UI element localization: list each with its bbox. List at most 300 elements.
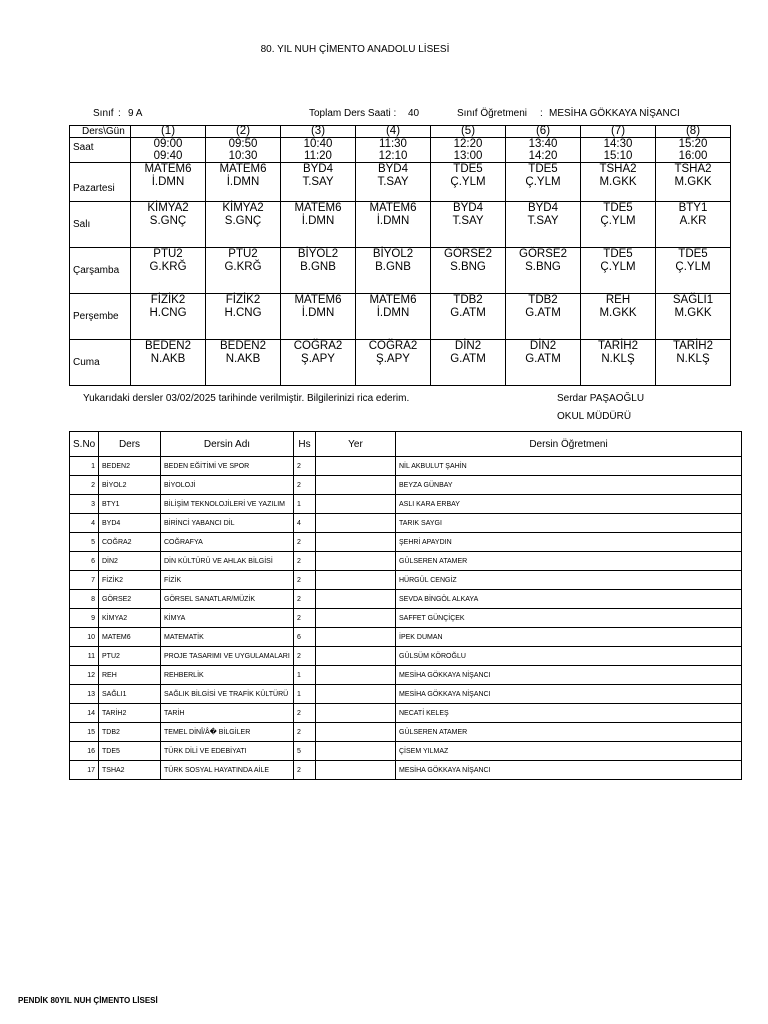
lesson-code: COĞRA2 xyxy=(368,340,418,352)
lesson-cell xyxy=(581,163,656,202)
course-list-table xyxy=(69,431,742,780)
lesson-cell xyxy=(281,202,356,248)
course-code: TARİH2 xyxy=(99,704,161,723)
period-end: 10:30 xyxy=(228,150,258,162)
day-row xyxy=(70,163,731,202)
course-hours: 2 xyxy=(294,761,316,780)
course-place xyxy=(316,704,396,723)
header-name: Dersin Adı xyxy=(161,432,294,457)
header-hours: Hs xyxy=(294,432,316,457)
course-row xyxy=(70,571,742,590)
course-code: GÖRSE2 xyxy=(99,590,161,609)
day-row xyxy=(70,202,731,248)
lesson-teacher: İ.DMN xyxy=(376,307,410,319)
lesson-cell xyxy=(131,294,206,340)
course-code: SAĞLI1 xyxy=(99,685,161,704)
course-code: FİZİK2 xyxy=(99,571,161,590)
course-place xyxy=(316,723,396,742)
course-row xyxy=(70,742,742,761)
course-hours: 1 xyxy=(294,685,316,704)
lesson-teacher: İ.DMN xyxy=(226,176,260,188)
course-place xyxy=(316,590,396,609)
lesson-code: DİN2 xyxy=(454,340,482,352)
class-teacher-label: Sınıf Öğretmeni xyxy=(457,108,528,119)
period-number-row xyxy=(70,126,731,138)
course-hours: 5 xyxy=(294,742,316,761)
lesson-code: KİMYA2 xyxy=(147,202,189,214)
period-end: 14:20 xyxy=(528,150,558,162)
lesson-code: BTY1 xyxy=(678,202,708,214)
lesson-code: BYD4 xyxy=(302,163,334,175)
header-sno: S.No xyxy=(70,432,99,457)
lesson-code: DİN2 xyxy=(529,340,557,352)
lesson-teacher: Ç.YLM xyxy=(600,215,636,227)
course-code: DİN2 xyxy=(99,552,161,571)
lesson-cell xyxy=(206,248,281,294)
course-sno: 8 xyxy=(70,590,99,609)
course-code: MATEM6 xyxy=(99,628,161,647)
lesson-code: TSHA2 xyxy=(599,163,637,175)
lesson-code: MATEM6 xyxy=(369,202,417,214)
course-sno: 17 xyxy=(70,761,99,780)
lesson-teacher: G.ATM xyxy=(525,307,561,319)
lesson-cell xyxy=(506,248,581,294)
lesson-code: TDE5 xyxy=(528,163,558,175)
lesson-cell xyxy=(581,294,656,340)
lesson-cell xyxy=(656,294,731,340)
course-name: BİRİNCİ YABANCI DİL xyxy=(161,514,294,533)
period-start: 10:40 xyxy=(303,138,333,150)
lesson-cell xyxy=(206,202,281,248)
course-name: MATEMATİK xyxy=(161,628,294,647)
course-table-header xyxy=(70,432,742,457)
course-teacher: BEYZA GÜNBAY xyxy=(396,476,742,495)
course-place xyxy=(316,742,396,761)
course-name: BİLİŞİM TEKNOLOJİLERİ VE YAZILIM xyxy=(161,495,294,514)
course-name: COĞRAFYA xyxy=(161,533,294,552)
course-place xyxy=(316,571,396,590)
day-name: Salı xyxy=(70,202,131,248)
day-name: Cuma xyxy=(70,340,131,386)
course-sno: 1 xyxy=(70,457,99,476)
lesson-cell xyxy=(281,340,356,386)
lesson-code: MATEM6 xyxy=(369,294,417,306)
lesson-teacher: T.SAY xyxy=(527,215,559,227)
period-number: (8) xyxy=(656,126,731,138)
course-code: BEDEN2 xyxy=(99,457,161,476)
lesson-cell xyxy=(656,163,731,202)
lesson-cell xyxy=(431,202,506,248)
period-start: 15:20 xyxy=(678,138,708,150)
lesson-teacher: T.SAY xyxy=(302,176,334,188)
lesson-teacher: N.KLŞ xyxy=(601,353,635,365)
lesson-cell xyxy=(431,248,506,294)
header-teacher: Dersin Öğretmeni xyxy=(396,432,742,457)
course-row xyxy=(70,476,742,495)
course-row xyxy=(70,685,742,704)
lesson-cell xyxy=(431,340,506,386)
lesson-cell xyxy=(656,340,731,386)
period-number: (4) xyxy=(356,126,431,138)
course-name: TÜRK DİLİ VE EDEBİYATI xyxy=(161,742,294,761)
total-hours-value: 40 xyxy=(408,108,420,119)
course-teacher: MESİHA GÖKKAYA NİŞANCI xyxy=(396,761,742,780)
period-time-row xyxy=(70,138,731,163)
lesson-cell xyxy=(131,202,206,248)
course-name: PROJE TASARIMI VE UYGULAMALARI xyxy=(161,647,294,666)
course-sno: 12 xyxy=(70,666,99,685)
lesson-cell xyxy=(356,163,431,202)
course-code: TSHA2 xyxy=(99,761,161,780)
course-place xyxy=(316,495,396,514)
course-code: PTU2 xyxy=(99,647,161,666)
period-time xyxy=(431,138,506,163)
course-row xyxy=(70,590,742,609)
course-name: BEDEN EĞİTİMİ VE SPOR xyxy=(161,457,294,476)
course-sno: 3 xyxy=(70,495,99,514)
lesson-teacher: Ç.YLM xyxy=(600,261,636,273)
course-teacher: NECATİ KELEŞ xyxy=(396,704,742,723)
period-number: (3) xyxy=(281,126,356,138)
lesson-teacher: A.KR xyxy=(679,215,707,227)
lesson-cell xyxy=(431,294,506,340)
lesson-cell xyxy=(431,163,506,202)
period-number: (6) xyxy=(506,126,581,138)
course-sno: 6 xyxy=(70,552,99,571)
footer-school-name: PENDİK 80YIL NUH ÇİMENTO LİSESİ xyxy=(18,996,158,1005)
course-code: REH xyxy=(99,666,161,685)
day-name: Çarşamba xyxy=(70,248,131,294)
time-row-label: Saat xyxy=(70,138,131,163)
lesson-teacher: T.SAY xyxy=(452,215,484,227)
lesson-teacher: Ç.YLM xyxy=(525,176,561,188)
lesson-code: MATEM6 xyxy=(294,202,342,214)
lesson-teacher: N.KLŞ xyxy=(676,353,710,365)
period-end: 16:00 xyxy=(678,150,708,162)
lesson-code: SAĞLI1 xyxy=(672,294,714,306)
lesson-teacher: S.GNÇ xyxy=(149,215,187,227)
header-code: Ders xyxy=(99,432,161,457)
lesson-code: BYD4 xyxy=(377,163,409,175)
weekly-schedule-table xyxy=(69,125,731,386)
course-name: DİN KÜLTÜRÜ VE AHLAK BİLGİSİ xyxy=(161,552,294,571)
lesson-cell xyxy=(581,248,656,294)
course-row xyxy=(70,666,742,685)
period-number: (2) xyxy=(206,126,281,138)
course-place xyxy=(316,552,396,571)
course-name: GÖRSEL SANATLAR/MÜZİK xyxy=(161,590,294,609)
course-sno: 15 xyxy=(70,723,99,742)
period-start: 14:30 xyxy=(603,138,633,150)
course-code: COĞRA2 xyxy=(99,533,161,552)
course-sno: 14 xyxy=(70,704,99,723)
course-row xyxy=(70,647,742,666)
lesson-cell xyxy=(356,340,431,386)
course-code: BYD4 xyxy=(99,514,161,533)
period-time xyxy=(131,138,206,163)
course-row xyxy=(70,533,742,552)
lesson-teacher: M.GKK xyxy=(674,176,712,188)
course-row xyxy=(70,704,742,723)
course-sno: 7 xyxy=(70,571,99,590)
course-code: BTY1 xyxy=(99,495,161,514)
class-teacher-value: MESİHA GÖKKAYA NİŞANCI xyxy=(549,108,680,119)
lesson-code: BİYOL2 xyxy=(372,248,414,260)
lesson-teacher: İ.DMN xyxy=(151,176,185,188)
lesson-code: BYD4 xyxy=(527,202,559,214)
course-name: BİYOLOJİ xyxy=(161,476,294,495)
lesson-code: TDE5 xyxy=(678,248,708,260)
day-row xyxy=(70,294,731,340)
class-info-row xyxy=(0,108,768,122)
course-sno: 13 xyxy=(70,685,99,704)
period-end: 13:00 xyxy=(453,150,483,162)
course-teacher: GÜLSEREN ATAMER xyxy=(396,552,742,571)
lesson-teacher: Ç.YLM xyxy=(675,261,711,273)
course-hours: 2 xyxy=(294,571,316,590)
lesson-teacher: Ş.APY xyxy=(376,353,410,365)
lesson-teacher: B.GNB xyxy=(300,261,336,273)
course-teacher: NİL AKBULUT ŞAHİN xyxy=(396,457,742,476)
period-start: 12:20 xyxy=(453,138,483,150)
lesson-code: BEDEN2 xyxy=(219,340,267,352)
period-time xyxy=(206,138,281,163)
course-place xyxy=(316,476,396,495)
course-hours: 2 xyxy=(294,476,316,495)
course-hours: 2 xyxy=(294,647,316,666)
course-hours: 2 xyxy=(294,723,316,742)
lesson-cell xyxy=(131,340,206,386)
course-sno: 11 xyxy=(70,647,99,666)
course-name: KİMYA xyxy=(161,609,294,628)
lesson-teacher: G.ATM xyxy=(525,353,561,365)
period-time xyxy=(506,138,581,163)
course-sno: 5 xyxy=(70,533,99,552)
lesson-code: COĞRA2 xyxy=(293,340,343,352)
course-hours: 2 xyxy=(294,533,316,552)
period-end: 12:10 xyxy=(378,150,408,162)
lesson-teacher: M.GKK xyxy=(599,307,637,319)
lesson-code: TARİH2 xyxy=(597,340,639,352)
course-place xyxy=(316,647,396,666)
course-code: BİYOL2 xyxy=(99,476,161,495)
lesson-cell xyxy=(506,202,581,248)
lesson-teacher: T.SAY xyxy=(377,176,409,188)
course-teacher: GÜLSÜM KÖROĞLU xyxy=(396,647,742,666)
lesson-cell xyxy=(506,294,581,340)
course-sno: 16 xyxy=(70,742,99,761)
lesson-teacher: N.AKB xyxy=(225,353,261,365)
course-name: TEMEL DİNÎ/Â� BİLGİLER xyxy=(161,723,294,742)
course-sno: 4 xyxy=(70,514,99,533)
period-end: 11:20 xyxy=(304,150,332,162)
course-hours: 2 xyxy=(294,590,316,609)
lesson-code: BEDEN2 xyxy=(144,340,192,352)
class-value: 9 A xyxy=(128,108,143,119)
lesson-code: REH xyxy=(605,294,631,306)
course-name: FİZİK xyxy=(161,571,294,590)
period-start: 09:00 xyxy=(153,138,183,150)
lesson-cell xyxy=(506,163,581,202)
schedule-note: Yukarıdaki dersler 03/02/2025 tarihinde verilmiştir. Bilgilerinizi rica ederim. xyxy=(83,393,410,404)
course-teacher: SEVDA BİNGÖL ALKAYA xyxy=(396,590,742,609)
course-row xyxy=(70,609,742,628)
course-hours: 6 xyxy=(294,628,316,647)
class-separator: : xyxy=(118,108,121,119)
lesson-code: PTU2 xyxy=(153,248,183,260)
lesson-cell xyxy=(206,340,281,386)
lesson-code: TDE5 xyxy=(603,248,633,260)
day-name: Pazartesi xyxy=(70,163,131,202)
course-teacher: TARIK SAYGI xyxy=(396,514,742,533)
course-teacher: MESİHA GÖKKAYA NİŞANCI xyxy=(396,685,742,704)
course-sno: 2 xyxy=(70,476,99,495)
lesson-teacher: G.KRĞ xyxy=(224,261,262,273)
lesson-teacher: S.GNÇ xyxy=(224,215,262,227)
lesson-code: TDE5 xyxy=(453,163,483,175)
course-row xyxy=(70,552,742,571)
lesson-teacher: Ç.YLM xyxy=(450,176,486,188)
class-label: Sınıf xyxy=(93,108,114,119)
course-teacher: ASLI KARA ERBAY xyxy=(396,495,742,514)
lesson-cell xyxy=(581,340,656,386)
lesson-cell xyxy=(131,248,206,294)
course-hours: 2 xyxy=(294,552,316,571)
lesson-cell xyxy=(131,163,206,202)
course-row xyxy=(70,628,742,647)
course-code: KİMYA2 xyxy=(99,609,161,628)
lesson-cell xyxy=(356,202,431,248)
lesson-code: KİMYA2 xyxy=(222,202,264,214)
lesson-code: TDB2 xyxy=(453,294,483,306)
period-start: 13:40 xyxy=(528,138,558,150)
lesson-cell xyxy=(656,248,731,294)
lesson-cell xyxy=(506,340,581,386)
school-title: 80. YIL NUH ÇİMENTO ANADOLU LİSESİ xyxy=(260,44,450,55)
course-teacher: GÜLSEREN ATAMER xyxy=(396,723,742,742)
period-time xyxy=(356,138,431,163)
principal-title: OKUL MÜDÜRÜ xyxy=(557,411,632,422)
course-hours: 2 xyxy=(294,457,316,476)
course-place xyxy=(316,514,396,533)
lesson-teacher: İ.DMN xyxy=(301,307,335,319)
lesson-code: MATEM6 xyxy=(219,163,267,175)
period-start: 11:30 xyxy=(379,138,407,150)
period-time xyxy=(581,138,656,163)
course-hours: 2 xyxy=(294,704,316,723)
lesson-code: MATEM6 xyxy=(294,294,342,306)
total-hours-label: Toplam Ders Saati : xyxy=(309,108,397,119)
lesson-cell xyxy=(206,294,281,340)
lesson-teacher: M.GKK xyxy=(674,307,712,319)
day-row xyxy=(70,340,731,386)
day-row xyxy=(70,248,731,294)
lesson-teacher: S.BNG xyxy=(450,261,486,273)
period-time xyxy=(656,138,731,163)
course-hours: 1 xyxy=(294,495,316,514)
course-code: TDE5 xyxy=(99,742,161,761)
lesson-cell xyxy=(281,248,356,294)
period-end: 15:10 xyxy=(603,150,633,162)
corner-label: Ders\Gün xyxy=(70,126,131,138)
period-number: (1) xyxy=(131,126,206,138)
lesson-teacher: İ.DMN xyxy=(376,215,410,227)
course-teacher: İPEK DUMAN xyxy=(396,628,742,647)
course-place xyxy=(316,628,396,647)
course-teacher: ŞEHRİ APAYDIN xyxy=(396,533,742,552)
lesson-code: BİYOL2 xyxy=(297,248,339,260)
lesson-cell xyxy=(656,202,731,248)
lesson-cell xyxy=(356,248,431,294)
lesson-code: TDE5 xyxy=(603,202,633,214)
lesson-teacher: H.CNG xyxy=(149,307,187,319)
period-time xyxy=(281,138,356,163)
lesson-teacher: G.KRĞ xyxy=(149,261,187,273)
header-place: Yer xyxy=(316,432,396,457)
period-number: (7) xyxy=(581,126,656,138)
lesson-teacher: N.AKB xyxy=(150,353,186,365)
lesson-teacher: S.BNG xyxy=(525,261,561,273)
course-hours: 4 xyxy=(294,514,316,533)
period-end: 09:40 xyxy=(153,150,183,162)
lesson-code: MATEM6 xyxy=(144,163,192,175)
course-teacher: MESİHA GÖKKAYA NİŞANCI xyxy=(396,666,742,685)
course-place xyxy=(316,609,396,628)
course-place xyxy=(316,761,396,780)
lesson-teacher: M.GKK xyxy=(599,176,637,188)
lesson-cell xyxy=(281,294,356,340)
lesson-code: TSHA2 xyxy=(674,163,712,175)
course-hours: 1 xyxy=(294,666,316,685)
lesson-code: BYD4 xyxy=(452,202,484,214)
course-row xyxy=(70,761,742,780)
class-teacher-separator: : xyxy=(540,108,543,119)
lesson-cell xyxy=(206,163,281,202)
course-code: TDB2 xyxy=(99,723,161,742)
course-name: TÜRK SOSYAL HAYATINDA AİLE xyxy=(161,761,294,780)
lesson-teacher: G.ATM xyxy=(450,353,486,365)
lesson-teacher: Ş.APY xyxy=(301,353,335,365)
principal-name: Serdar PAŞAOĞLU xyxy=(557,393,645,404)
course-sno: 9 xyxy=(70,609,99,628)
course-place xyxy=(316,533,396,552)
lesson-teacher: İ.DMN xyxy=(301,215,335,227)
lesson-code: GÖRSE2 xyxy=(519,248,567,260)
course-sno: 10 xyxy=(70,628,99,647)
course-teacher: HÜRGÜL CENGİZ xyxy=(396,571,742,590)
lesson-code: FİZİK2 xyxy=(225,294,261,306)
lesson-teacher: H.CNG xyxy=(224,307,262,319)
course-place xyxy=(316,685,396,704)
course-row xyxy=(70,457,742,476)
course-teacher: SAFFET GÜNÇİÇEK xyxy=(396,609,742,628)
lesson-code: PTU2 xyxy=(228,248,258,260)
course-teacher: ÇİSEM YILMAZ xyxy=(396,742,742,761)
course-name: SAĞLIK BİLGİSİ VE TRAFİK KÜLTÜRÜ xyxy=(161,685,294,704)
lesson-cell xyxy=(581,202,656,248)
course-name: TARİH xyxy=(161,704,294,723)
lesson-code: TARİH2 xyxy=(672,340,714,352)
day-name: Perşembe xyxy=(70,294,131,340)
course-row xyxy=(70,495,742,514)
period-number: (5) xyxy=(431,126,506,138)
course-place xyxy=(316,666,396,685)
lesson-teacher: B.GNB xyxy=(375,261,411,273)
course-hours: 2 xyxy=(294,609,316,628)
course-row xyxy=(70,514,742,533)
lesson-code: GÖRSE2 xyxy=(444,248,492,260)
lesson-cell xyxy=(281,163,356,202)
